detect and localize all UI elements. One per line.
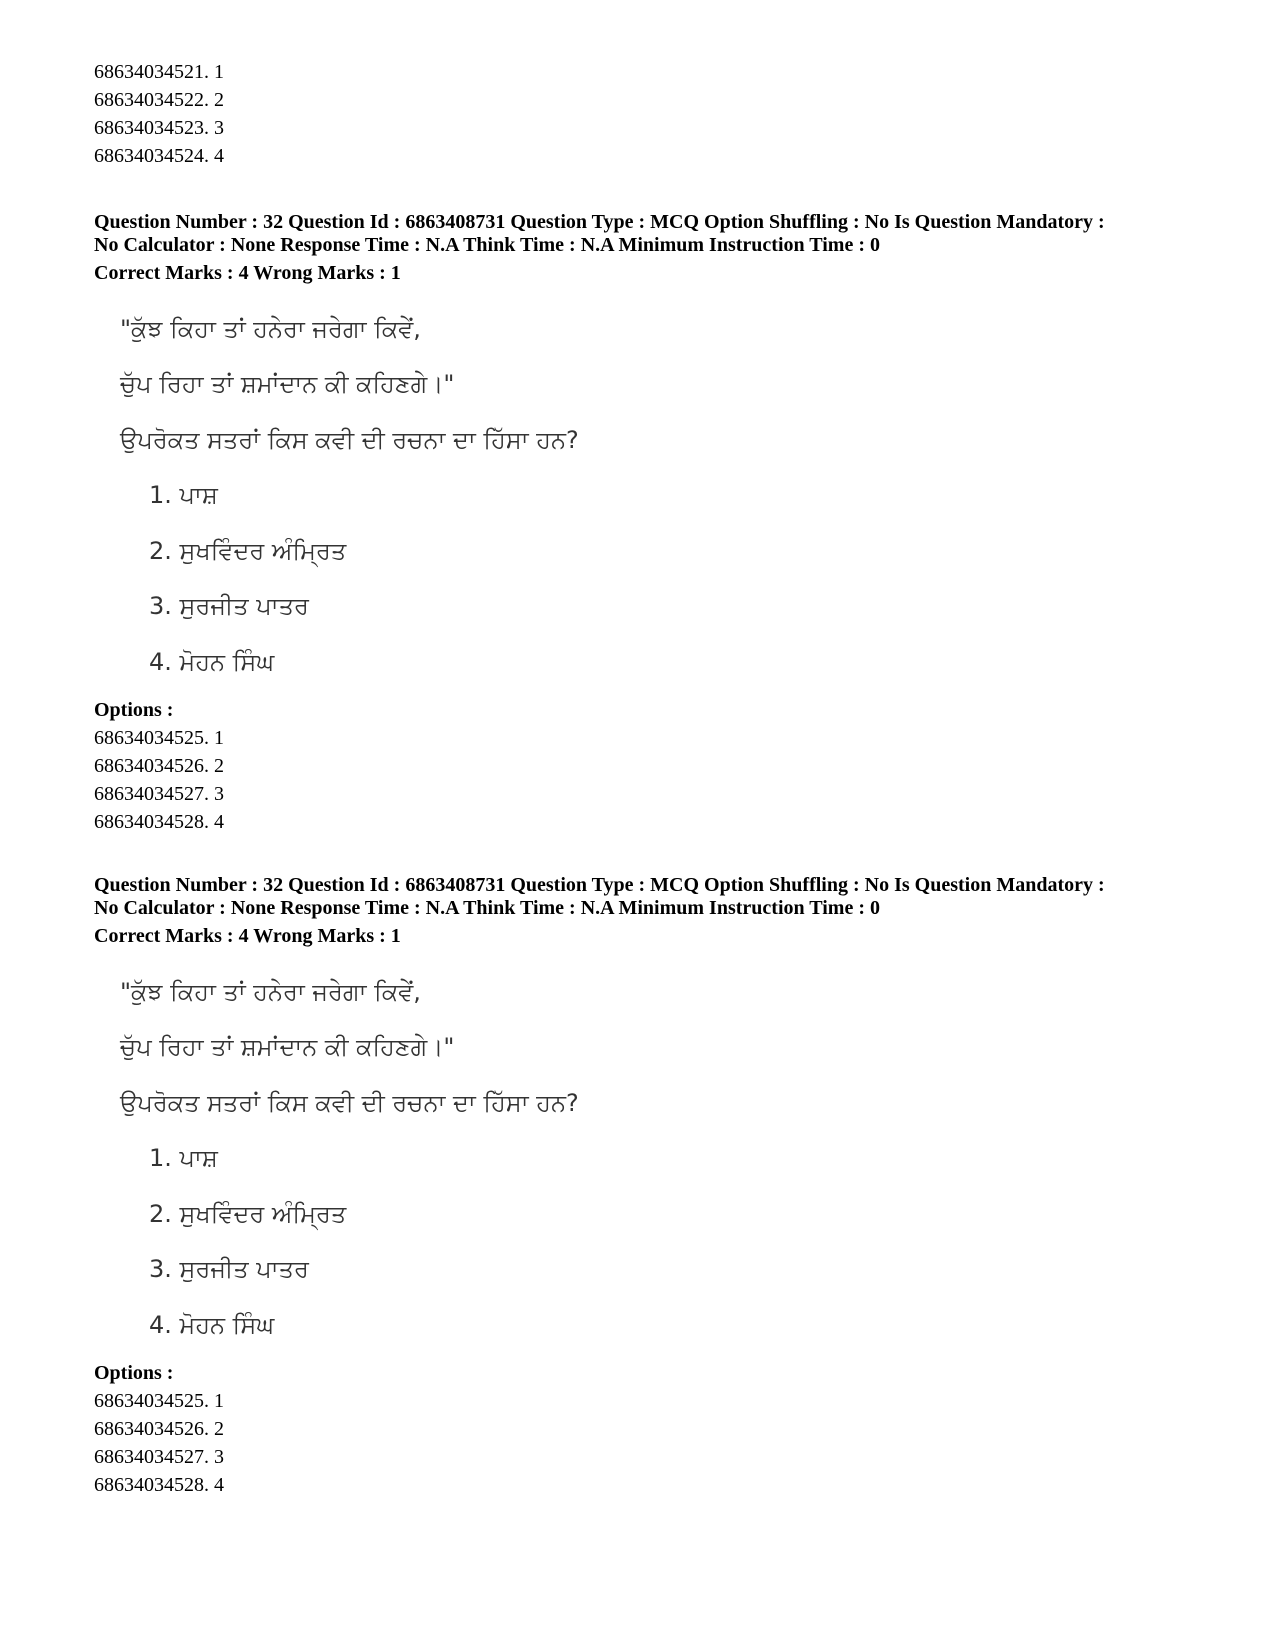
option-line: 68634034522. 2 [94,89,224,111]
question-meta-line: No Calculator : None Response Time : N.A Think Time : N.A Minimum Instruction Time : 0 [94,234,880,256]
option-line: 68634034521. 1 [94,61,224,83]
option-line: 68634034528. 4 [94,811,224,833]
question-marks: Correct Marks : 4 Wrong Marks : 1 [94,262,401,284]
answer-choice: 2. ਸੁਖਵਿੰਦਰ ਅੰਮ੍ਰਿਤ [149,1200,347,1228]
options-heading: Options : [94,699,174,721]
question-text-line: "ਕੁੱਝ ਕਿਹਾ ਤਾਂ ਹਨੇਰਾ ਜਰੇਗਾ ਕਿਵੇਂ, [120,978,421,1006]
option-line: 68634034523. 3 [94,117,224,139]
question-meta-line: No Calculator : None Response Time : N.A Think Time : N.A Minimum Instruction Time : 0 [94,897,880,919]
question-text-line: ਉਪਰੋਕਤ ਸਤਰਾਂ ਕਿਸ ਕਵੀ ਦੀ ਰਚਨਾ ਦਾ ਹਿੱਸਾ ਹਨ? [120,426,579,454]
options-heading: Options : [94,1362,174,1384]
option-line: 68634034528. 4 [94,1474,224,1496]
answer-choice: 3. ਸੁਰਜੀਤ ਪਾਤਰ [149,592,309,620]
option-line: 68634034527. 3 [94,1446,224,1468]
option-line: 68634034526. 2 [94,1418,224,1440]
option-line: 68634034525. 1 [94,1390,224,1412]
question-text-line: ਚੁੱਪ ਰਿਹਾ ਤਾਂ ਸ਼ਮਾਂਦਾਨ ਕੀ ਕਹਿਣਗੇ।" [120,370,455,398]
question-text-line: "ਕੁੱਝ ਕਿਹਾ ਤਾਂ ਹਨੇਰਾ ਜਰੇਗਾ ਕਿਵੇਂ, [120,315,421,343]
question-text-line: ਉਪਰੋਕਤ ਸਤਰਾਂ ਕਿਸ ਕਵੀ ਦੀ ਰਚਨਾ ਦਾ ਹਿੱਸਾ ਹਨ? [120,1089,579,1117]
answer-choice: 4. ਮੋਹਨ ਸਿੰਘ [149,1311,275,1339]
answer-choice: 1. ਪਾਸ਼ [149,481,218,509]
question-text-line: ਚੁੱਪ ਰਿਹਾ ਤਾਂ ਸ਼ਮਾਂਦਾਨ ਕੀ ਕਹਿਣਗੇ।" [120,1033,455,1061]
answer-choice: 4. ਮੋਹਨ ਸਿੰਘ [149,648,275,676]
option-line: 68634034524. 4 [94,145,224,167]
option-line: 68634034526. 2 [94,755,224,777]
question-meta-line: Question Number : 32 Question Id : 6863408731 Question Type : MCQ Option Shuffling : No Is Question Mandatory : [94,874,1105,896]
answer-choice: 1. ਪਾਸ਼ [149,1144,218,1172]
question-meta-line: Question Number : 32 Question Id : 6863408731 Question Type : MCQ Option Shuffling : No Is Question Mandatory : [94,211,1105,233]
option-line: 68634034525. 1 [94,727,224,749]
answer-choice: 2. ਸੁਖਵਿੰਦਰ ਅੰਮ੍ਰਿਤ [149,537,347,565]
answer-choice: 3. ਸੁਰਜੀਤ ਪਾਤਰ [149,1255,309,1283]
question-marks: Correct Marks : 4 Wrong Marks : 1 [94,925,401,947]
option-line: 68634034527. 3 [94,783,224,805]
